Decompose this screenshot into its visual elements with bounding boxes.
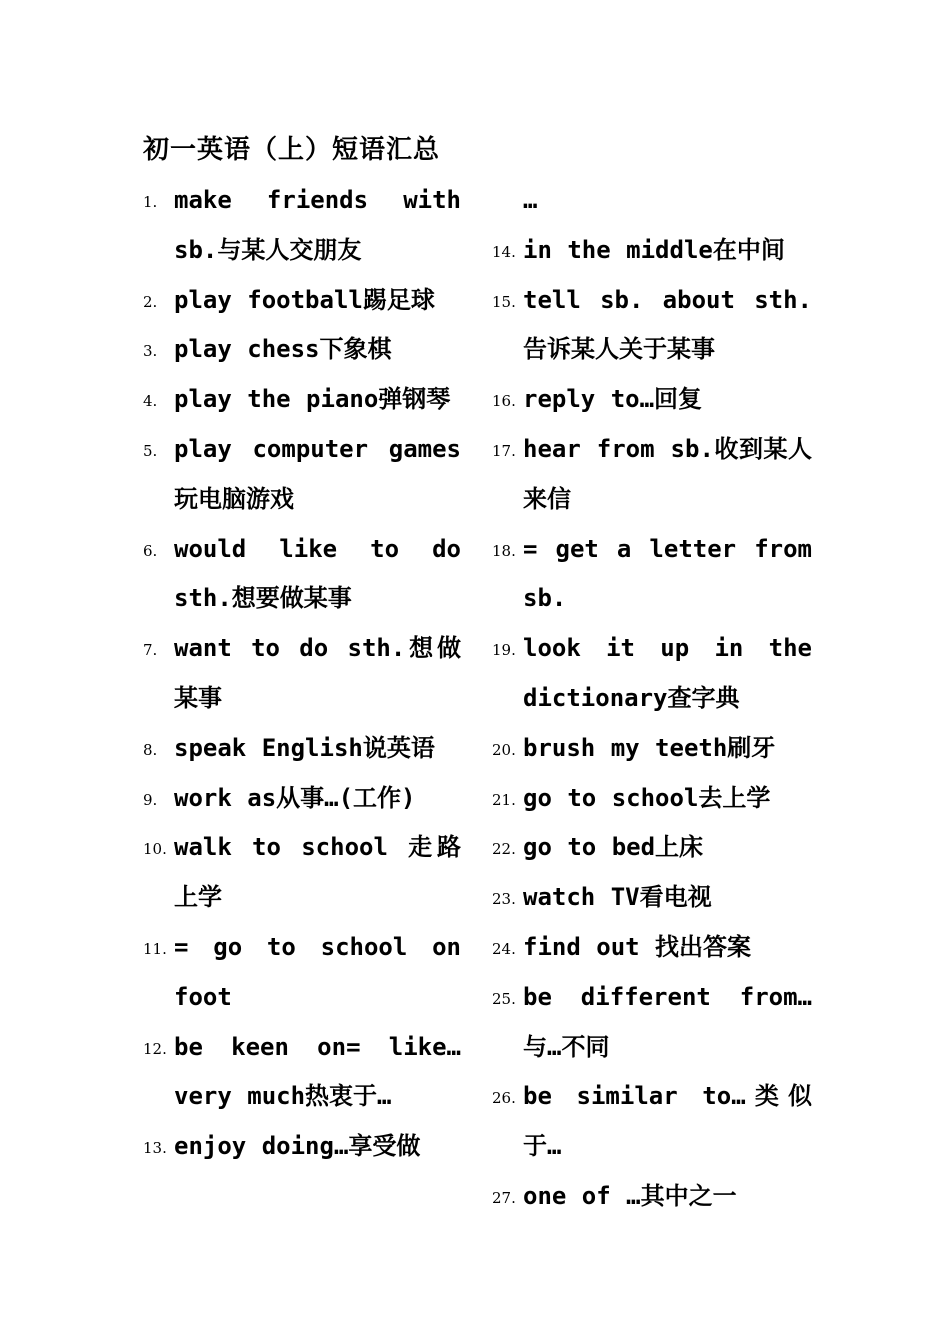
item-text: make friends with sb.与某人交朋友 <box>174 186 461 264</box>
item-text: play chess下象棋 <box>174 335 392 364</box>
right-column <box>492 176 812 1222</box>
list-item <box>492 724 812 774</box>
item-number: 18. <box>492 541 516 560</box>
item-text: tell sb. about sth. 告诉某人关于某事 <box>523 285 812 364</box>
item-text: walk to school 走路上学 <box>174 833 461 912</box>
list-item <box>143 1122 461 1172</box>
list-item <box>492 873 812 923</box>
item-number: 8. <box>143 740 158 759</box>
item-number: 4. <box>143 392 158 411</box>
item-number: 6. <box>143 541 158 560</box>
item-number: 22. <box>492 840 516 859</box>
item-number: 26. <box>492 1089 516 1108</box>
item-number: 7. <box>143 641 158 660</box>
list-item <box>492 1072 812 1172</box>
item-text: brush my teeth刷牙 <box>523 733 776 762</box>
list-item <box>492 823 812 873</box>
continuation-text: … <box>523 186 538 214</box>
item-text: want to do sth.想做某事 <box>174 634 461 712</box>
item-number: 17. <box>492 441 516 460</box>
list-item <box>143 325 461 375</box>
item-text: play football踢足球 <box>174 285 435 314</box>
list-item <box>492 425 812 525</box>
item-number: 19. <box>492 641 516 660</box>
item-text: work as从事…(工作) <box>174 783 416 812</box>
item-text: reply to…回复 <box>523 385 703 414</box>
item-number: 15. <box>492 292 516 311</box>
item-number: 24. <box>492 939 516 958</box>
list-item <box>143 774 461 824</box>
list-item <box>143 425 461 525</box>
item-text: in the middle在中间 <box>523 235 785 264</box>
item-text: find out 找出答案 <box>523 932 752 961</box>
item-text: go to school去上学 <box>523 783 771 812</box>
item-number: 1. <box>143 193 158 211</box>
item-text: be keen on= like… very much热衷于… <box>174 1032 461 1111</box>
item-text: be similar to…类似于… <box>523 1082 812 1161</box>
item-number: 9. <box>143 790 158 809</box>
item-number: 27. <box>492 1188 516 1207</box>
item-text: play the piano弹钢琴 <box>174 385 451 414</box>
item-text: one of …其中之一 <box>523 1181 737 1210</box>
item-number: 10. <box>143 840 167 859</box>
item-text: hear from sb.收到某人来信 <box>523 434 812 513</box>
item-number: 11. <box>143 939 167 958</box>
list-item <box>143 724 461 774</box>
item-number: 21. <box>492 790 516 809</box>
list-item <box>492 276 812 376</box>
list-item <box>143 1023 461 1123</box>
list-item <box>492 973 812 1073</box>
left-column <box>143 176 461 1172</box>
list-item <box>492 226 812 276</box>
list-item <box>143 176 461 276</box>
item-number: 13. <box>143 1139 167 1158</box>
item-text: look it up in the dictionary查字典 <box>523 634 812 712</box>
list-item <box>143 525 461 625</box>
list-item <box>492 923 812 973</box>
item-text: be different from… 与…不同 <box>523 982 812 1061</box>
item-text: go to bed上床 <box>523 833 704 862</box>
item-number: 12. <box>143 1039 167 1058</box>
item-number: 23. <box>492 890 516 909</box>
list-item <box>492 1172 812 1222</box>
item-text: = get a letter from sb. <box>523 534 812 613</box>
list-item <box>143 276 461 326</box>
item-text: watch TV看电视 <box>523 883 712 912</box>
list-item <box>143 823 461 923</box>
list-item <box>143 375 461 425</box>
item-text: would like to do sth.想要做某事 <box>174 534 461 613</box>
list-item <box>143 923 461 1023</box>
list-item <box>492 774 812 824</box>
list-item <box>143 624 461 724</box>
item-number: 20. <box>492 740 516 759</box>
item-text: speak English说英语 <box>174 733 435 762</box>
item-number: 2. <box>143 292 158 311</box>
item-text: play computer games 玩电脑游戏 <box>174 434 461 513</box>
item-number: 25. <box>492 989 516 1008</box>
item-number: 3. <box>143 342 158 361</box>
item-text: enjoy doing…享受做 <box>174 1132 421 1161</box>
item-text: = go to school on foot <box>174 932 461 1011</box>
item-number: 14. <box>492 242 516 261</box>
list-item <box>492 624 812 724</box>
list-item <box>492 375 812 425</box>
list-item <box>492 525 812 625</box>
page-title: 初一英语（上）短语汇总 <box>143 135 441 165</box>
item-number: 16. <box>492 392 516 411</box>
item-number: 5. <box>143 441 158 460</box>
